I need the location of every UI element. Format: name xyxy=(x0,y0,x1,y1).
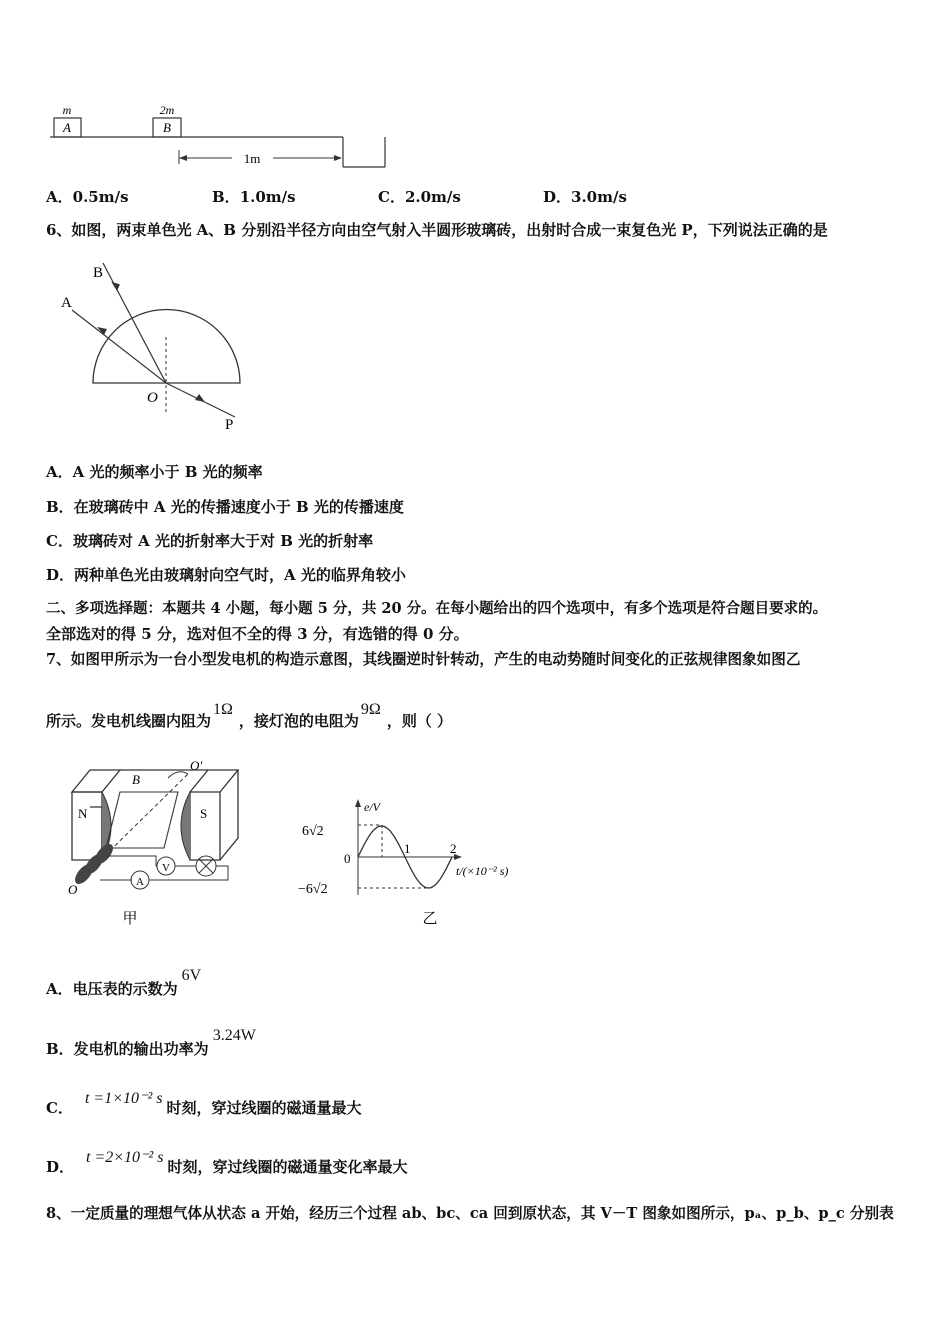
q7-stem-line2: 所示。发电机线圈内阻为1Ω，接灯泡的电阻为9Ω，则（ ） xyxy=(46,701,453,730)
q5-option-a[interactable]: A．0.5m/s xyxy=(46,188,129,206)
section2-line1: 二、多项选择题：本题共 4 小题，每小题 5 分，共 20 分。在每小题给出的四个选项中，有多个选项是符合题目要求的。 xyxy=(46,600,828,617)
q6-figure xyxy=(55,255,255,435)
block-b-label: B xyxy=(163,120,171,135)
block-a-label: A xyxy=(63,120,71,135)
q7-option-a[interactable]: A．电压表的示数为6V xyxy=(46,967,202,998)
q5-option-d[interactable]: D．3.0m/s xyxy=(543,188,627,206)
q5-option-c[interactable]: C．2.0m/s xyxy=(378,188,461,206)
q6-option-b[interactable]: B．在玻璃砖中 A 光的传播速度小于 B 光的传播速度 xyxy=(46,498,404,516)
coil-b-label: B xyxy=(132,772,140,787)
axis-o-label: O xyxy=(68,882,78,897)
caption-yi: 乙 xyxy=(422,911,438,927)
q7-option-b[interactable]: B．发电机的输出功率为3.24W xyxy=(46,1027,256,1058)
q7-stem-line1: 7、如图甲所示为一台小型发电机的构造示意图，其线圈逆时针转动，产生的电动势随时间变化的正弦规律图象如图乙 xyxy=(46,651,801,668)
bulb-resistance: 9Ω xyxy=(360,701,381,718)
q5-option-b[interactable]: B．1.0m/s xyxy=(212,188,296,206)
graph-t2: 2 xyxy=(450,841,457,856)
distance-label: 1m xyxy=(243,151,261,166)
q5-figure xyxy=(45,100,395,172)
voltmeter-label: V xyxy=(162,862,170,874)
center-o-label: O xyxy=(147,390,158,406)
q7-option-d[interactable]: D．t =2×10⁻² s时刻，穿过线圈的磁通量变化率最大 xyxy=(46,1149,408,1176)
caption-jia: 甲 xyxy=(122,911,138,927)
section2-line2: 全部选对的得 5 分，选对但不全的得 3 分，有选错的得 0 分。 xyxy=(46,625,469,643)
graph-zero: 0 xyxy=(344,851,351,866)
q6-option-c[interactable]: C．玻璃砖对 A 光的折射率大于对 B 光的折射率 xyxy=(46,532,374,550)
q6-stem: 6、如图，两束单色光 A、B 分别沿半径方向由空气射入半圆形玻璃砖，出射时合成一束复色光 P，下列说法正确的是 xyxy=(46,221,828,239)
emf-graph xyxy=(290,795,540,935)
ray-b-label: B xyxy=(93,265,104,281)
q6-option-d[interactable]: D．两种单色光由玻璃射向空气时，A 光的临界角较小 xyxy=(46,566,406,584)
q6-option-a[interactable]: A．A 光的频率小于 B 光的频率 xyxy=(46,463,263,481)
graph-ylabel: e/V xyxy=(364,800,380,814)
pole-n-label: N xyxy=(78,806,88,821)
q7-option-c[interactable]: C．t =1×10⁻² s时刻，穿过线圈的磁通量最大 xyxy=(46,1090,362,1117)
ray-p-label: P xyxy=(225,417,234,433)
graph-ytop: 6√2 xyxy=(302,824,324,839)
graph-xlabel: t/(×10⁻² s) xyxy=(456,864,509,878)
graph-t1: 1 xyxy=(404,841,411,856)
ammeter-label: A xyxy=(136,876,144,888)
mass-b-label: 2m xyxy=(159,103,175,117)
axis-o-prime-label: O′ xyxy=(190,758,203,773)
graph-ybottom: −6√2 xyxy=(298,882,328,897)
q8-stem: 8、一定质量的理想气体从状态 a 开始，经历三个过程 ab、bc、ca 回到原状态，其 V－T 图象如图所示，pₐ、p_b、p_c 分别表 xyxy=(46,1205,894,1222)
generator-figure xyxy=(60,752,260,932)
internal-resistance: 1Ω xyxy=(213,701,233,718)
pole-s-label: S xyxy=(200,806,208,821)
ray-a-label: A xyxy=(61,295,72,311)
mass-a-label: m xyxy=(62,103,72,117)
